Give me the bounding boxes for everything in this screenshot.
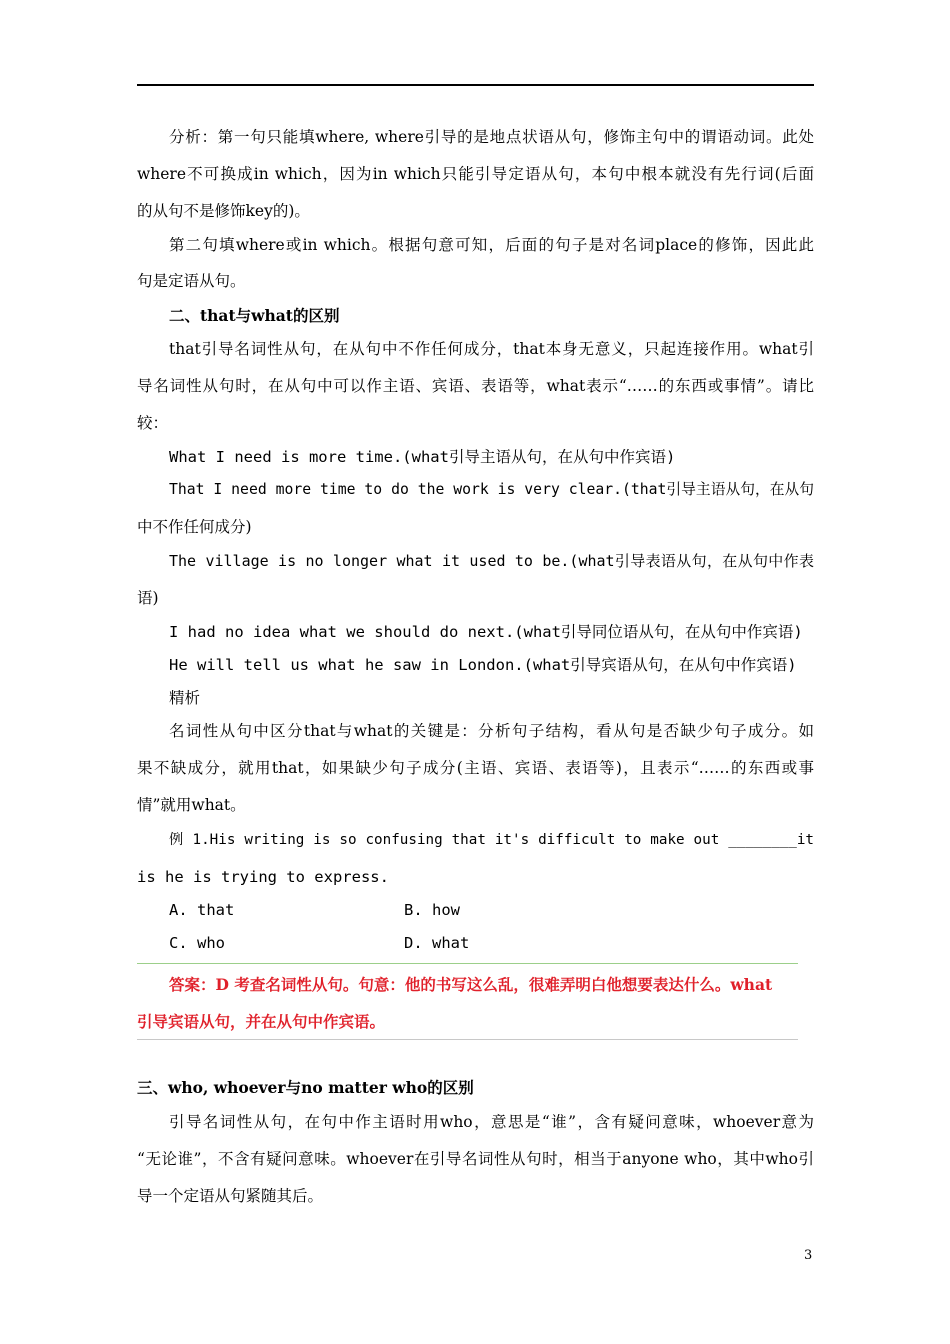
subheading-jingxi: 精析 — [169, 689, 201, 707]
paragraph-who-line: “无论谁”，不含有疑问意味。whoever在引导名词性从句时，相当于anyone who，其中who引 — [137, 1150, 814, 1168]
paragraph-key-line: 情”就用what。 — [137, 796, 246, 814]
answer-line: 引导宾语从句，并在从句中作宾语。 — [137, 1012, 386, 1031]
paragraph-analysis-line: where不可换成in which，因为in which只能引导定语从句，本句中根本就没有先行词(后面 — [137, 165, 814, 183]
page-number: 3 — [804, 1248, 813, 1263]
option-c: C. who — [169, 934, 225, 952]
paragraph-that-what-line: 较： — [137, 414, 169, 432]
paragraph-key-line: 名词性从句中区分that与what的关键是：分析句子结构，看从句是否缺少句子成分。如 — [169, 722, 814, 740]
example-sentence: 语) — [137, 589, 159, 607]
question-line: is he is trying to express. — [137, 868, 389, 886]
paragraph-analysis-line: 的从句不是修饰key的)。 — [137, 202, 310, 220]
example-sentence: That I need more time to do the work is very clear.(that引导主语从句，在从句 — [169, 481, 814, 498]
paragraph-who-line: 引导名词性从句，在句中作主语时用who，意思是“谁”，含有疑问意味，whoever意为 — [169, 1113, 814, 1131]
example-sentence: What I need is more time.(what引导主语从句，在从句中作宾语) — [169, 448, 676, 466]
paragraph-analysis-line: 分析：第一句只能填where, where引导的是地点状语从句，修饰主句中的谓语动词。此处 — [169, 128, 814, 146]
answer-box-top-rule — [137, 963, 798, 964]
option-d: D. what — [404, 934, 470, 952]
section-heading-that-what: 二、that与what的区别 — [169, 306, 340, 325]
answer-line: 答案：D 考查名词性从句。句意：他的书写这么乱，很难弄明白他想要表达什么。what — [169, 975, 773, 994]
section-heading-who-whoever: 三、who, whoever与no matter who的区别 — [137, 1078, 474, 1097]
example-sentence: I had no idea what we should do next.(what引导同位语从句，在从句中作宾语) — [169, 623, 803, 641]
option-a: A. that — [169, 901, 235, 919]
example-sentence: The village is no longer what it used to be.(what引导表语从句，在从句中作表 — [169, 552, 814, 570]
question-line: 例 1.His writing is so confusing that it's difficult to make out ________it — [169, 832, 814, 848]
header-rule — [137, 84, 814, 86]
example-sentence: He will tell us what he saw in London.(what引导宾语从句，在从句中作宾语) — [169, 656, 797, 674]
paragraph-second-line: 句是定语从句。 — [137, 272, 246, 290]
option-b: B. how — [404, 901, 460, 919]
answer-box-bottom-rule — [137, 1039, 798, 1040]
paragraph-that-what-line: that引导名词性从句，在从句中不作任何成分，that本身无意义，只起连接作用。what引 — [169, 340, 814, 358]
example-sentence: 中不作任何成分) — [137, 518, 252, 536]
paragraph-that-what-line: 导名词性从句时，在从句中可以作主语、宾语、表语等，what表示“……的东西或事情”。请比 — [137, 377, 814, 395]
paragraph-second-line: 第二句填where或in which。根据句意可知，后面的句子是对名词place的修饰，因此此 — [169, 236, 814, 254]
paragraph-who-line: 导一个定语从句紧随其后。 — [137, 1187, 324, 1205]
paragraph-key-line: 果不缺成分，就用that，如果缺少句子成分(主语、宾语、表语等)，且表示“……的东西或事 — [137, 759, 814, 777]
